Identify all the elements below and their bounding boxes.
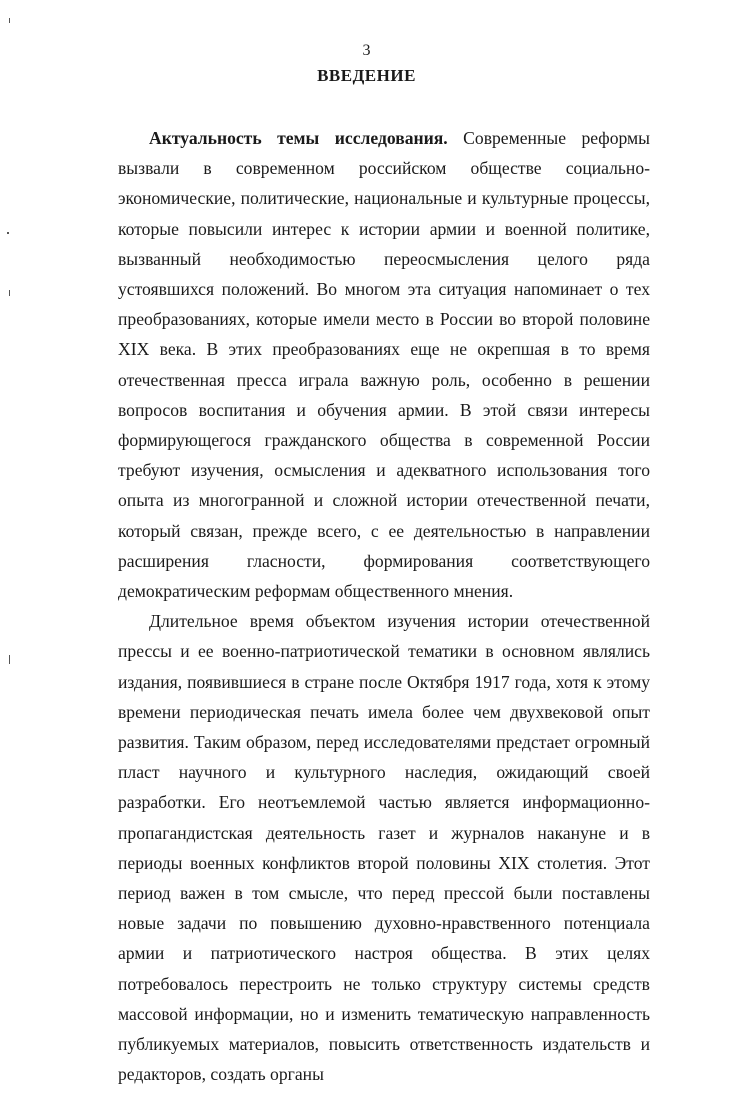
paragraph-text: Длительное время объектом изучения истории отечественной прессы и ее военно-патриотической тематики в основном являлись издания, появившиеся в стране после Октября 1917 года, хотя к этому времени периодическая печать имела более чем двухвековой опыт развития. Таким образом, перед исследователями предстает огромный пласт научного и культурного наследия, ожидающий своей разработки. Его неотъемлемой частью является информационно-пропагандистская деятельность газет и журналов накануне и в периоды военных конфликтов второй половины XIX столетия. Этот период важен в том смысле, что перед прессой были поставлены новые задачи по повышению духовно-нравственного потенциала армии и патриотического настроя общества. В этих целях потребовалось перестроить не только структуру системы средств массовой информации, но и изменить тематическую направленность публикуемых материалов, повысить ответственность издательств и редакторов, создать органы [118,611,650,1085]
scan-mark [7,232,9,234]
page-title: ВВЕДЕНИЕ [317,66,416,85]
paragraph [118,123,650,606]
page-number: 3 [362,42,371,59]
paragraph [118,606,650,1089]
scan-mark [9,290,10,296]
paragraph-text: Современные реформы вызвали в современном российском обществе социально-экономические, политические, национальные и культурные процессы, которые повысили интерес к истории армии и военной политике, вызванный необходимостью переосмысления целого ряда устоявшихся положений. Во многом эта ситуация напоминает о тех преобразованиях, которые имели место в России во второй половине XIX века. В этих преобразованиях еще не окрепшая в то время отечественная пресса играла важную роль, особенно в решении вопросов воспитания и обучения армии. В этой связи интересы формирующегося гражданского общества в современной России требуют изучения, осмысления и адекватного использования того опыта из многогранной и сложной истории отечественной печати, который связан, прежде всего, с ее деятельностью в направлении расширения гласности, формирования соответствующего демократическим реформам общественного мнения. [118,128,650,602]
document-body [118,123,650,1090]
paragraph-lead: Актуальность темы исследования. [149,128,448,148]
scan-mark [9,655,10,664]
scan-mark [9,18,10,23]
